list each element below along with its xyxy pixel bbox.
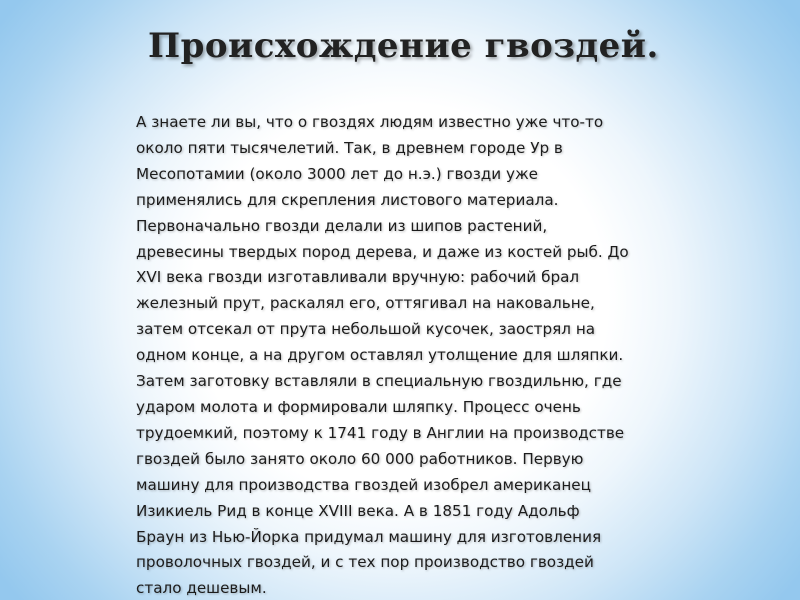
body-line: проволочных гвоздей, и с тех пор производство гвоздей — [136, 553, 594, 572]
body-line: ударом молота и формировали шляпку. Процесс очень — [136, 397, 581, 416]
body-line: Браун из Нью-Йорка придумал машину для изготовления — [136, 527, 602, 546]
body-line: Изикиель Рид в конце XVIII века. А в 1851 году Адольф — [136, 501, 580, 520]
body-line: железный прут, раскалял его, оттягивал на наковальне, — [136, 294, 595, 313]
slide-body-text — [136, 110, 648, 600]
body-line: затем отсекал от прута небольшой кусочек, заострял на — [136, 320, 596, 339]
body-line: применялись для скрепления листового материала. — [136, 190, 559, 209]
body-line: одном конце, а на другом оставлял утолщение для шляпки. — [136, 346, 624, 365]
body-line: Месопотамии (около 3000 лет до н.э.) гвозди уже — [136, 164, 539, 183]
body-line: около пяти тысячелетий. Так, в древнем городе Ур в — [136, 138, 563, 157]
body-line: стало дешевым. — [136, 579, 267, 598]
body-line: гвоздей было занято около 60 000 работников. Первую — [136, 449, 584, 468]
body-line: трудоемкий, поэтому к 1741 году в Англии на производстве — [136, 423, 625, 442]
body-line: Первоначально гвозди делали из шипов растений, — [136, 216, 548, 235]
body-line: XVI века гвозди изготавливали вручную: рабочий брал — [136, 268, 580, 287]
slide-title: Происхождение гвоздей. — [148, 26, 659, 66]
body-line: Затем заготовку вставляли в специальную гвоздильню, где — [136, 372, 622, 391]
body-line: А знаете ли вы, что о гвоздях людям известно уже что-то — [136, 113, 604, 131]
body-line: машину для производства гвоздей изобрел американец — [136, 475, 591, 494]
body-line: древесины твердых пород дерева, и даже из костей рыб. До — [136, 242, 629, 261]
